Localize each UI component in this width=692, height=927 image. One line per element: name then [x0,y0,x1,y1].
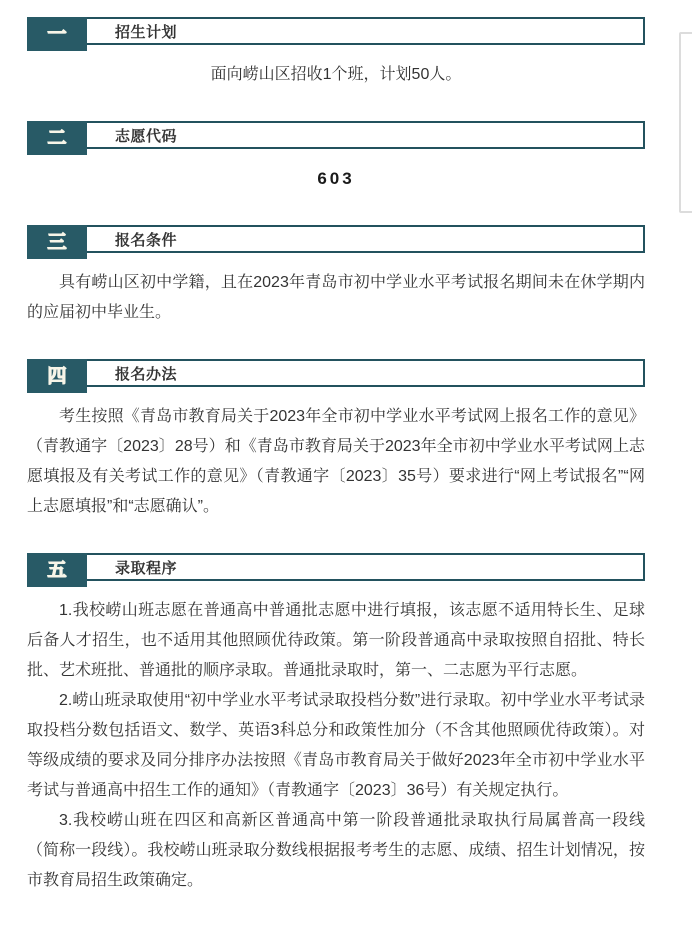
section-body [27,164,645,194]
section-header [27,359,645,387]
section-number-badge [27,17,87,51]
paragraph: 考生按照《青岛市教育局关于2023年全市初中学业水平考试网上报名工作的意见》（青教通字〔2023〕28号）和《青岛市教育局关于2023年全市初中学业水平考试网上志愿填报及有关考试工作的意见》（青教通字〔2023〕35号）要求进行“网上考试报名”“网上志愿填报”和“志愿确认”。 [27,408,645,515]
section-number: 三 [47,231,67,253]
section-number-badge [27,121,87,155]
section-application-method [27,359,645,522]
section-number-badge [27,553,87,587]
volunteer-code-value: 603 [317,169,355,188]
section-volunteer-code [27,121,645,194]
section-number-badge [27,225,87,259]
section-number: 五 [47,559,67,581]
section-title: 录取程序 [115,559,178,577]
section-admission-procedure [27,553,645,896]
document-content [27,17,645,927]
section-enrollment-plan [27,17,645,90]
paragraph: 1.我校崂山班志愿在普通高中普通批志愿中进行填报，该志愿不适用特长生、足球后备人才招生，也不适用其他照顾优待政策。第一阶段普通高中录取按照自招批、特长批、艺术班批、普通批的顺序录取。普通批录取时，第一、二志愿为平行志愿。 [27,602,645,679]
section-header [27,121,645,149]
section-header [27,17,645,45]
section-title: 招生计划 [115,23,178,41]
section-number: 二 [47,127,67,149]
section-body [27,402,645,522]
section-title: 志愿代码 [115,127,178,145]
section-number: 四 [47,365,67,387]
section-header [27,553,645,581]
section-title: 报名条件 [115,231,178,249]
section-number: 一 [47,23,67,45]
side-panel-fragment [679,32,692,213]
section-title: 报名办法 [115,365,178,383]
section-body [27,596,645,896]
section-body [27,60,645,90]
section-application-conditions [27,225,645,328]
section-body [27,268,645,328]
section-header [27,225,645,253]
paragraph: 3.我校崂山班在四区和高新区普通高中第一阶段普通批录取执行局属普高一段线（简称一段线）。我校崂山班录取分数线根据报考考生的志愿、成绩、招生计划情况，按市教育局招生政策确定。 [27,812,645,889]
paragraph: 面向崂山区招收1个班，计划50人。 [210,66,462,83]
paragraph: 具有崂山区初中学籍，且在2023年青岛市初中学业水平考试报名期间未在休学期内的应届初中毕业生。 [27,274,645,321]
paragraph: 2.崂山班录取使用“初中学业水平考试录取投档分数”进行录取。初中学业水平考试录取投档分数包括语文、数学、英语3科总分和政策性加分（不含其他照顾优待政策）。对等级成绩的要求及同分排序办法按照《青岛市教育局关于做好2023年全市初中学业水平考试与普通高中招生工作的通知》（青教通字〔2023〕36号）有关规定执行。 [27,692,645,799]
section-number-badge [27,359,87,393]
